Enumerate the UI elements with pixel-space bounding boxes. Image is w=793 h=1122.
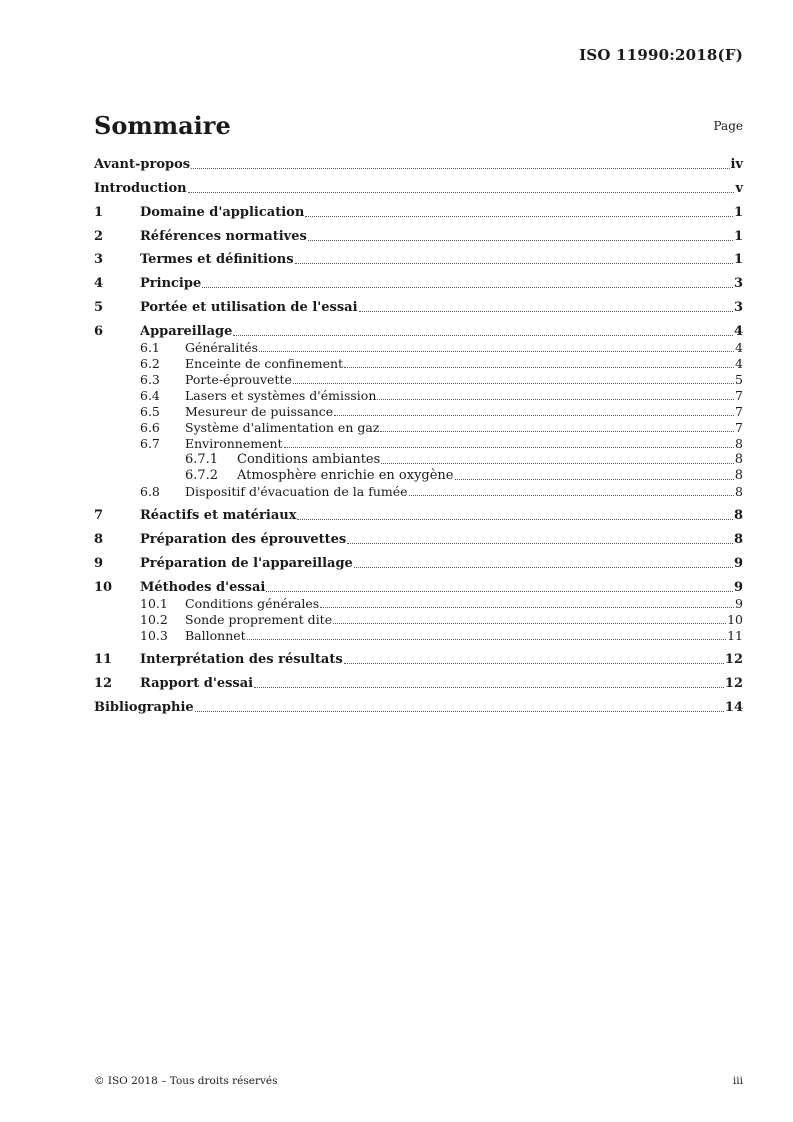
toc-entry-title: Termes et définitions	[140, 252, 294, 267]
dot-leader	[295, 263, 733, 264]
toc-entry-title: Introduction	[94, 181, 187, 196]
toc-entry-page: 9	[735, 596, 743, 611]
toc-entry-title: Rapport d'essai	[140, 676, 254, 691]
toc-entry[interactable]	[94, 155, 743, 173]
toc-entry-title: Mesureur de puissance	[185, 404, 334, 419]
toc-entry[interactable]	[94, 650, 743, 668]
toc-entry[interactable]	[94, 674, 743, 692]
toc-entry-page: 4	[735, 340, 743, 355]
toc-entry-page: 3	[733, 300, 743, 315]
toc-entry-title: Méthodes d'essai	[140, 580, 266, 595]
dot-leader	[344, 663, 724, 664]
dot-leader	[247, 639, 726, 640]
dot-leader	[266, 591, 733, 592]
toc-entry-title: Généralités	[185, 340, 259, 355]
toc-entry-number: 5	[94, 300, 104, 315]
toc-entry-number: 6.8	[140, 484, 160, 499]
toc-entry-title: Ballonnet	[185, 628, 246, 643]
toc-entry-title: Environnement	[185, 436, 283, 451]
dot-leader	[409, 495, 734, 496]
toc-entry-title: Lasers et systèmes d'émission	[185, 388, 377, 403]
dot-leader	[284, 447, 734, 448]
toc-entry-number: 6.7.1	[185, 452, 219, 467]
toc-entry[interactable]	[94, 698, 743, 716]
toc-entry-number: 6.3	[140, 372, 160, 387]
dot-leader	[308, 240, 733, 241]
toc-entry-number: 11	[94, 652, 113, 667]
toc-entry-page: 7	[735, 388, 743, 403]
dot-leader	[347, 543, 733, 544]
dot-leader	[354, 567, 733, 568]
toc-entry-title: Principe	[140, 276, 202, 291]
toc-entry-number: 6.4	[140, 388, 160, 403]
toc-entry-page: 7	[735, 420, 743, 435]
toc-entry-number: 8	[94, 532, 104, 547]
toc-entry-title: Conditions générales	[185, 596, 320, 611]
toc-entry-title: Porte-éprouvette	[185, 372, 292, 387]
dot-leader	[305, 216, 733, 217]
toc-entry-title: Dispositif d'évacuation de la fumée	[185, 484, 408, 499]
toc-entry-page: 8	[735, 484, 743, 499]
toc-entry[interactable]	[94, 250, 743, 268]
toc-entry[interactable]	[94, 274, 743, 292]
toc-entry[interactable]	[94, 227, 743, 245]
toc-entry-page: 10	[727, 612, 743, 627]
dot-leader	[202, 287, 733, 288]
dot-leader	[191, 168, 729, 169]
dot-leader	[320, 607, 734, 608]
toc-entry-title: Domaine d'application	[140, 205, 305, 220]
toc-entry-number: 10.1	[140, 596, 168, 611]
toc-entry[interactable]	[94, 298, 743, 316]
toc-entry-title: Enceinte de confinement	[185, 356, 344, 371]
dot-leader	[259, 351, 734, 352]
toc-entry-page: 8	[734, 452, 743, 467]
toc-entry-number: 7	[94, 508, 104, 523]
toc-entry-number: 4	[94, 276, 104, 291]
document-id: ISO 11990:2018(F)	[579, 46, 743, 64]
toc-entry[interactable]	[94, 530, 743, 548]
dot-leader	[334, 415, 734, 416]
dot-leader	[359, 311, 733, 312]
toc-entry-number: 10	[94, 580, 113, 595]
toc-entry-page: 4	[733, 324, 743, 339]
toc-entry-page: 1	[733, 252, 743, 267]
dot-leader	[195, 711, 724, 712]
toc-entry-number: 6.1	[140, 340, 160, 355]
toc-entry-page: 8	[735, 436, 743, 451]
toc-entry-number: 2	[94, 229, 104, 244]
dot-leader	[297, 519, 732, 520]
toc-entry-title: Préparation des éprouvettes	[140, 532, 347, 547]
toc-entry-page: 5	[735, 372, 743, 387]
dot-leader	[188, 192, 734, 193]
toc-entry-page: 11	[727, 628, 743, 643]
toc-entry-page: 7	[735, 404, 743, 419]
toc-entry-page: 8	[734, 468, 743, 483]
title-row	[94, 111, 743, 141]
toc-entry-page: 3	[733, 276, 743, 291]
toc-entry-title: Réactifs et matériaux	[140, 508, 297, 523]
toc-entry-number: 6.6	[140, 420, 160, 435]
toc-entry-page: 12	[724, 652, 743, 667]
toc-entry[interactable]	[94, 626, 743, 644]
dot-leader	[293, 383, 734, 384]
page-title: Sommaire	[94, 111, 231, 140]
toc-entry-title: Portée et utilisation de l'essai	[140, 300, 358, 315]
toc-entry-number: 12	[94, 676, 113, 691]
toc-entry-number: 6.7	[140, 436, 160, 451]
toc-entry-number: 10.3	[140, 628, 168, 643]
toc-entry-page: 9	[733, 556, 743, 571]
dot-leader	[455, 479, 734, 480]
toc-entry-title: Sonde proprement dite	[185, 612, 333, 627]
page-column-label: Page	[713, 119, 743, 133]
toc-entry-page: 12	[724, 676, 743, 691]
toc-entry-number: 6.5	[140, 404, 160, 419]
toc-entry-title: Bibliographie	[94, 700, 194, 715]
toc-entry-number: 10.2	[140, 612, 168, 627]
toc-entry-number: 6	[94, 324, 104, 339]
toc-entry-page: 8	[733, 508, 743, 523]
toc-entry-number: 9	[94, 556, 104, 571]
dot-leader	[333, 623, 726, 624]
toc-entry-title: Avant-propos	[94, 157, 191, 172]
copyright-notice: © ISO 2018 – Tous droits réservés	[94, 1075, 278, 1087]
toc-entry-title: Conditions ambiantes	[237, 452, 381, 467]
toc-entry[interactable]	[94, 506, 743, 524]
toc-entry-title: Appareillage	[140, 324, 233, 339]
toc-entry-page: v	[735, 181, 743, 196]
toc-entry[interactable]	[94, 482, 743, 500]
toc-entry-page: 14	[724, 700, 743, 715]
toc-entry-title: Préparation de l'appareillage	[140, 556, 353, 571]
dot-leader	[233, 335, 733, 336]
toc-entry[interactable]	[94, 179, 743, 197]
dot-leader	[344, 367, 734, 368]
dot-leader	[377, 399, 734, 400]
toc-entry-number: 6.7.2	[185, 468, 219, 483]
toc-entry-page: 9	[733, 580, 743, 595]
dot-leader	[254, 687, 724, 688]
toc-entry-title: Système d'alimentation en gaz	[185, 420, 380, 435]
toc-entry-number: 6.2	[140, 356, 160, 371]
dot-leader	[380, 431, 734, 432]
toc-entry-title: Interprétation des résultats	[140, 652, 343, 667]
dot-leader	[381, 463, 733, 464]
toc-entry-page: 8	[733, 532, 743, 547]
toc-entry-page: 1	[733, 205, 743, 220]
toc-entry-page: 4	[735, 356, 743, 371]
toc-entry-page: iv	[730, 157, 743, 172]
toc-entry[interactable]	[94, 203, 743, 221]
toc-entry[interactable]	[94, 554, 743, 572]
toc-entry-number: 3	[94, 252, 104, 267]
toc-entry-page: 1	[733, 229, 743, 244]
toc-entry-number: 1	[94, 205, 104, 220]
toc-entry-title: Atmosphère enrichie en oxygène	[237, 468, 454, 483]
footer-page-number: iii	[732, 1075, 743, 1087]
toc-entry-title: Références normatives	[140, 229, 307, 244]
